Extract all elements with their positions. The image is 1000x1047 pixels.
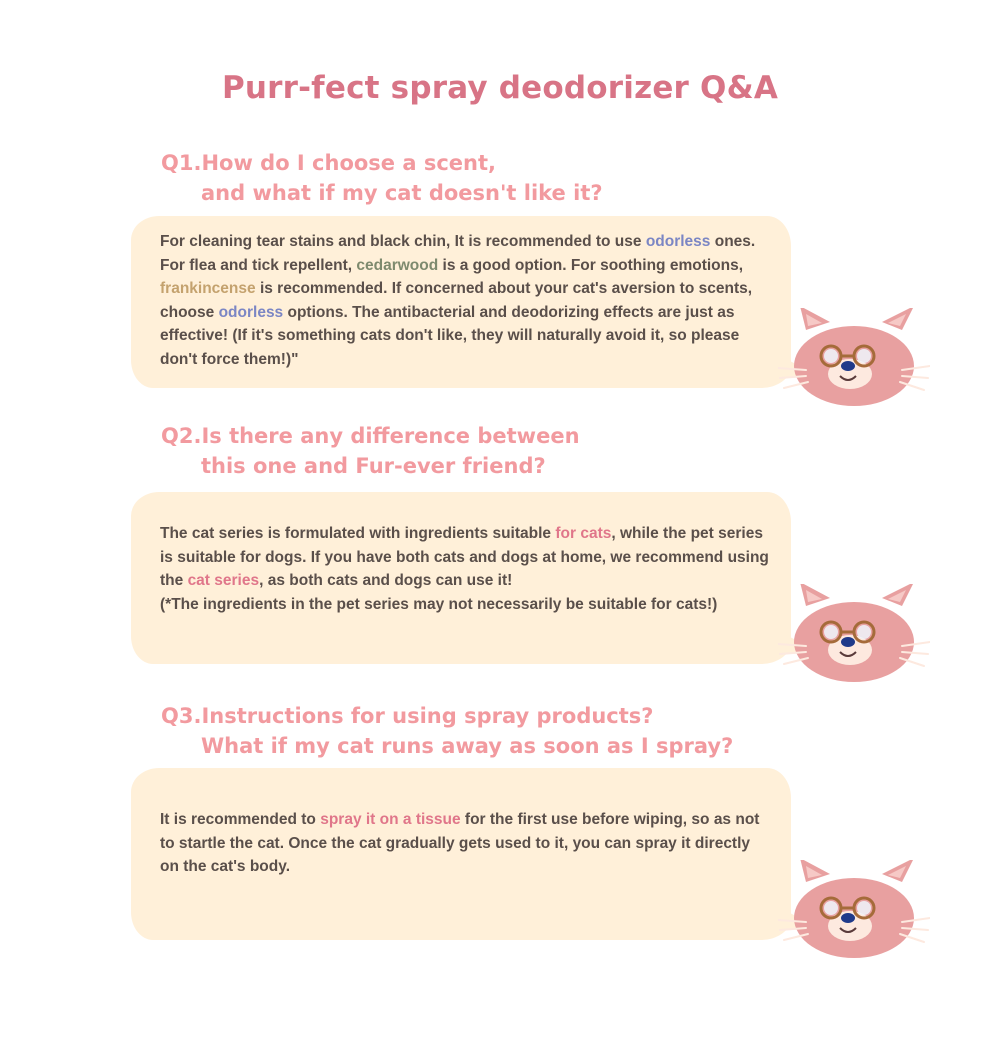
cat-face-with-glasses-icon (778, 308, 930, 408)
answer-text (160, 230, 771, 371)
question-line: and what if my cat doesn't like it? (201, 181, 603, 205)
answer-segment: The cat series is formulated with ingredients suitable (160, 525, 556, 542)
answer-segment: for the first use before wiping, so as not to startle the cat. Once the cat gradually gets used to it, you can spray it directly on the cat's body. (160, 811, 760, 875)
question-heading (161, 701, 733, 761)
answer-segment: options. The antibacterial and deodorizing effects are just as effective! (If it's something cats don't like, they will naturally avoid it, so please don't force them!)" (160, 303, 740, 368)
answer-text (160, 808, 771, 879)
answer-bubble (131, 768, 791, 940)
cat-face-with-glasses-icon (778, 584, 930, 684)
highlight-odorless: odorless (218, 303, 284, 321)
answer-bubble (131, 492, 791, 664)
highlight-cedarwood: cedarwood (356, 256, 439, 274)
question-line: Q2.Is there any difference between (161, 424, 580, 448)
highlight-cat-series: cat series (187, 572, 260, 589)
answer-segment: ones. For flea and tick repellent, (160, 233, 756, 274)
question-heading (161, 421, 580, 481)
highlight-for-cats: for cats (555, 525, 612, 542)
answer-text (160, 522, 771, 616)
page-title: Purr-fect spray deodorizer Q&A (221, 70, 779, 106)
answer-segment: It is recommended to (160, 811, 321, 828)
question-line: What if my cat runs away as soon as I spray? (201, 734, 734, 758)
answer-segment: , while the pet series is suitable for dogs. If you have both cats and dogs at home, we recommend using the (160, 525, 769, 589)
answer-segment: , as both cats and dogs can use it! (259, 572, 513, 589)
answer-note: (*The ingredients in the pet series may not necessarily be suitable for cats!) (160, 595, 718, 613)
question-line: this one and Fur-ever friend? (201, 454, 546, 478)
highlight-spray-on-tissue: spray it on a tissue (320, 811, 461, 828)
answer-bubble (131, 216, 791, 388)
answer-segment: is recommended. If concerned about your cat's aversion to scents, choose (160, 280, 753, 321)
question-line: Q1.How do I choose a scent, (161, 151, 496, 175)
answer-segment: For cleaning tear stains and black chin, It is recommended to use (160, 233, 646, 250)
answer-segment: is a good option. For soothing emotions, (438, 256, 744, 274)
highlight-frankincense: frankincense (160, 280, 256, 297)
question-heading (161, 148, 603, 208)
cat-face-with-glasses-icon (778, 860, 930, 960)
highlight-odorless: odorless (645, 233, 711, 250)
question-line: Q3.Instructions for using spray products? (161, 704, 654, 728)
